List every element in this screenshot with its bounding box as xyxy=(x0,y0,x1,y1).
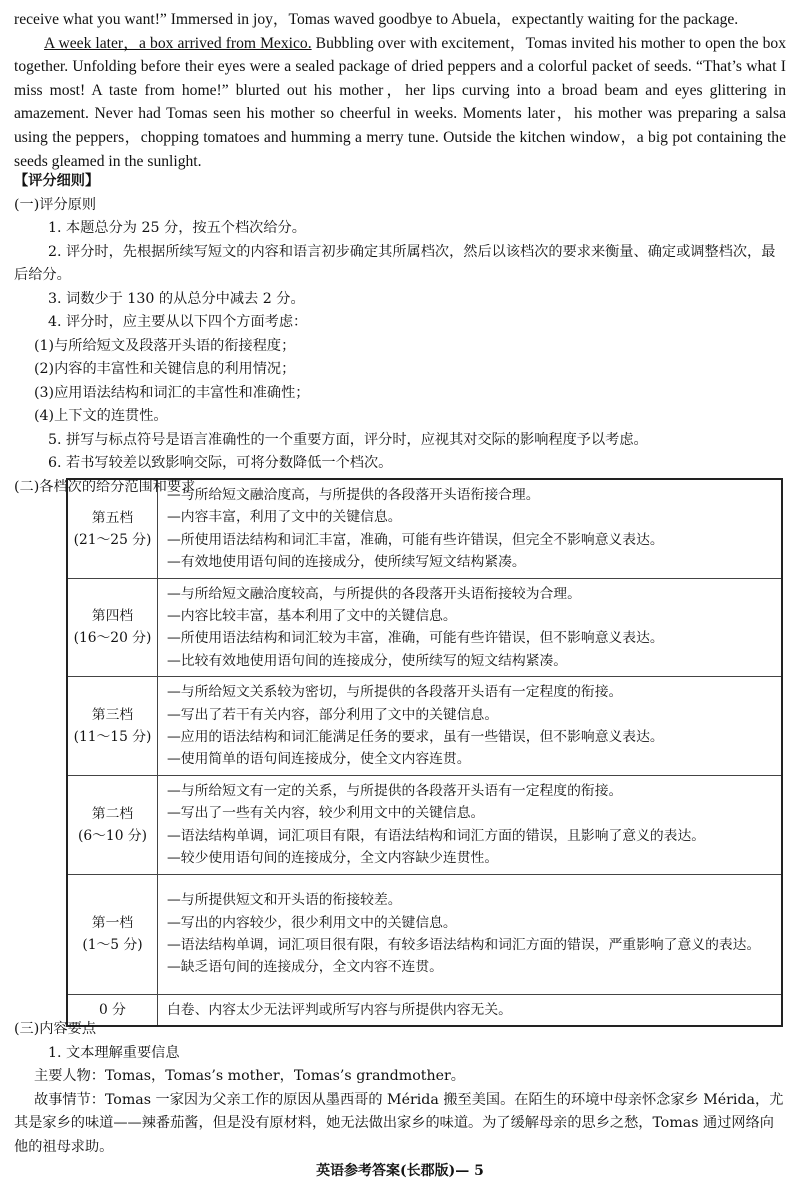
level-cell xyxy=(67,677,158,776)
table-row xyxy=(67,874,782,994)
page-footer: 英语参考答案(长郡版)— 5 xyxy=(316,1163,484,1179)
requirement: —写出了若干有关内容，部分利用了文中的关键信息。 xyxy=(167,706,499,723)
requirement: —与所给短文有一定的关系，与所提供的各段落开头语有一定程度的衔接。 xyxy=(167,782,623,799)
content-points xyxy=(14,1018,786,1159)
requirement: —写出了一些有关内容，较少利用文中的关键信息。 xyxy=(167,805,485,822)
level-cell xyxy=(67,479,158,578)
level-range: (11～15 分) xyxy=(73,729,152,746)
level-name: 第五档 xyxy=(91,509,134,526)
level-cell xyxy=(67,578,158,677)
requirements-cell xyxy=(158,775,783,874)
table-row xyxy=(67,479,782,578)
level-name: 第二档 xyxy=(91,805,134,822)
principle-6: 6. 若书写较差以致影响交际，可将分数降低一个档次。 xyxy=(48,455,393,471)
principle-4: 4. 评分时，应主要从以下四个方面考虑： xyxy=(48,314,308,330)
grading-table xyxy=(66,478,783,1027)
level-cell xyxy=(67,874,158,994)
level-range: (6～10 分) xyxy=(77,827,148,844)
requirement: —缺乏语句间的连接成分，全文内容不连贯。 xyxy=(167,959,443,976)
level-name: 第一档 xyxy=(91,915,134,931)
level-range: (21～25 分) xyxy=(73,531,152,548)
content-point-1: 1. 文本理解重要信息 xyxy=(48,1044,180,1061)
principle-3: 3. 词数少于 130 的从总分中减去 2 分。 xyxy=(48,290,305,307)
scoring-principles xyxy=(14,170,786,499)
principle-1: 1. 本题总分为 25 分，按五个档次给分。 xyxy=(48,220,306,236)
requirement: —内容比较丰富，基本利用了文中的关键信息。 xyxy=(167,608,457,625)
main-characters: 主要人物：Tomas，Tomas’s mother，Tomas’s grandmother。 xyxy=(34,1068,465,1084)
principle-2: 2. 评分时，先根据所续写短文的内容和语言初步确定其所属档次，然后以该档次的要求来衡量、确定或调整档次，最后给分。 xyxy=(14,243,776,283)
principle-5: 5. 拼写与标点符号是语言准确性的一个重要方面，评分时，应视其对交际的影响程度予以考虑。 xyxy=(48,431,648,448)
level-cell: 0 分 xyxy=(67,994,158,1026)
requirement: —与所提供短文和开头语的衔接较差。 xyxy=(167,892,402,909)
level-range: (1～5 分) xyxy=(82,937,143,953)
principle-4-a: (1)与所给短文及段落开头语的衔接程度； xyxy=(34,337,296,354)
principle-4-b: (2)内容的丰富性和关键信息的利用情况； xyxy=(34,361,296,377)
principle-4-d: (4)上下文的连贯性。 xyxy=(34,408,168,424)
story-plot: 故事情节：Tomas 一家因为父亲工作的原因从墨西哥的 Mérida 搬至美国。在陌生的环境中母亲怀念家乡 Mérida，尤其是家乡的味道——辣番茄酱，但是没有原材料，她无法做出家乡的味道。为了缓解母亲的思乡之愁，Tomas 通过网络向他的祖母求助。 xyxy=(14,1091,784,1155)
requirements-cell xyxy=(158,479,783,578)
requirement: —应用的语法结构和词汇能满足任务的要求，虽有一些错误，但不影响意义表达。 xyxy=(167,729,664,746)
requirement: —使用简单的语句间连接成分，使全文内容连贯。 xyxy=(167,751,471,768)
requirements-cell xyxy=(158,677,783,776)
principle-4-c: (3)应用语法结构和词汇的丰富性和准确性； xyxy=(34,384,310,401)
section-2-title: (二)各档次的给分范围和要求 xyxy=(14,478,196,495)
story-paragraph-2 xyxy=(14,32,786,174)
underlined-sentence: A week later，a box arrived from Mexico. xyxy=(44,34,312,52)
table-row xyxy=(67,578,782,677)
requirements-cell: 白卷、内容太少无法评判或所写内容与所提供内容无关。 xyxy=(158,994,783,1026)
requirement: —与所给短文关系较为密切，与所提供的各段落开头语有一定程度的衔接。 xyxy=(167,684,623,701)
requirement: —与所给短文融洽度较高，与所提供的各段落开头语衔接较为合理。 xyxy=(167,585,581,602)
requirement: —较少使用语句间的连接成分，全文内容缺少连贯性。 xyxy=(167,850,499,867)
requirement: —语法结构单调，词汇项目很有限，有较多语法结构和词汇方面的错误，严重影响了意义的表达。 xyxy=(167,937,761,953)
requirement: —有效地使用语句间的连接成分，使所续写短文结构紧凑。 xyxy=(167,554,526,571)
level-cell xyxy=(67,775,158,874)
requirement: —所使用语法结构和词汇丰富，准确，可能有些许错误，但完全不影响意义表达。 xyxy=(167,531,664,548)
table-row xyxy=(67,775,782,874)
story-text xyxy=(14,8,786,173)
section-1-title: (一)评分原则 xyxy=(14,196,97,213)
requirements-cell xyxy=(158,578,783,677)
requirement: —与所给短文融洽度高，与所提供的各段落开头语衔接合理。 xyxy=(167,487,540,503)
requirement: —比较有效地使用语句间的连接成分，使所续写的短文结构紧凑。 xyxy=(167,652,568,669)
level-name: 第四档 xyxy=(91,608,134,625)
requirement: —语法结构单调，词汇项目有限，有语法结构和词汇方面的错误，且影响了意义的表达。 xyxy=(167,827,706,844)
level-name: 第三档 xyxy=(91,707,134,724)
requirement: —内容丰富，利用了文中的关键信息。 xyxy=(167,509,402,526)
requirements-cell xyxy=(158,874,783,994)
requirement: —所使用语法结构和词汇较为丰富，准确，可能有些许错误，但不影响意义表达。 xyxy=(167,630,664,647)
level-range: (16～20 分) xyxy=(73,630,152,647)
rubric-title: 【评分细则】 xyxy=(14,173,100,189)
story-line-1: receive what you want!” Immersed in joy，Tomas waved goodbye to Abuela，expectantly waiting for the package. xyxy=(14,11,739,28)
requirement: —写出的内容较少，很少利用文中的关键信息。 xyxy=(167,914,457,931)
story-paragraph-2-body: Bubbling over with excitement，Tomas invited his mother to open the box together. Unfolding before their eyes were a sealed package of dried peppers and a colorful packet of seeds. “That’s what I miss most! A taste from home!” blurted out his mother，her lips curving into a broad beam and eyes glittering in amazement. Never had Tomas seen his mother so cheerful in weeks. Moments later，his mother was preparing a salsa using the peppers，chopping tomatoes and humming a merry tune. Outside the kitchen window，a big pot containing the seeds gleamed in the sunlight. xyxy=(14,34,787,170)
section-3-title: (三)内容要点 xyxy=(14,1021,97,1037)
table-row xyxy=(67,677,782,776)
